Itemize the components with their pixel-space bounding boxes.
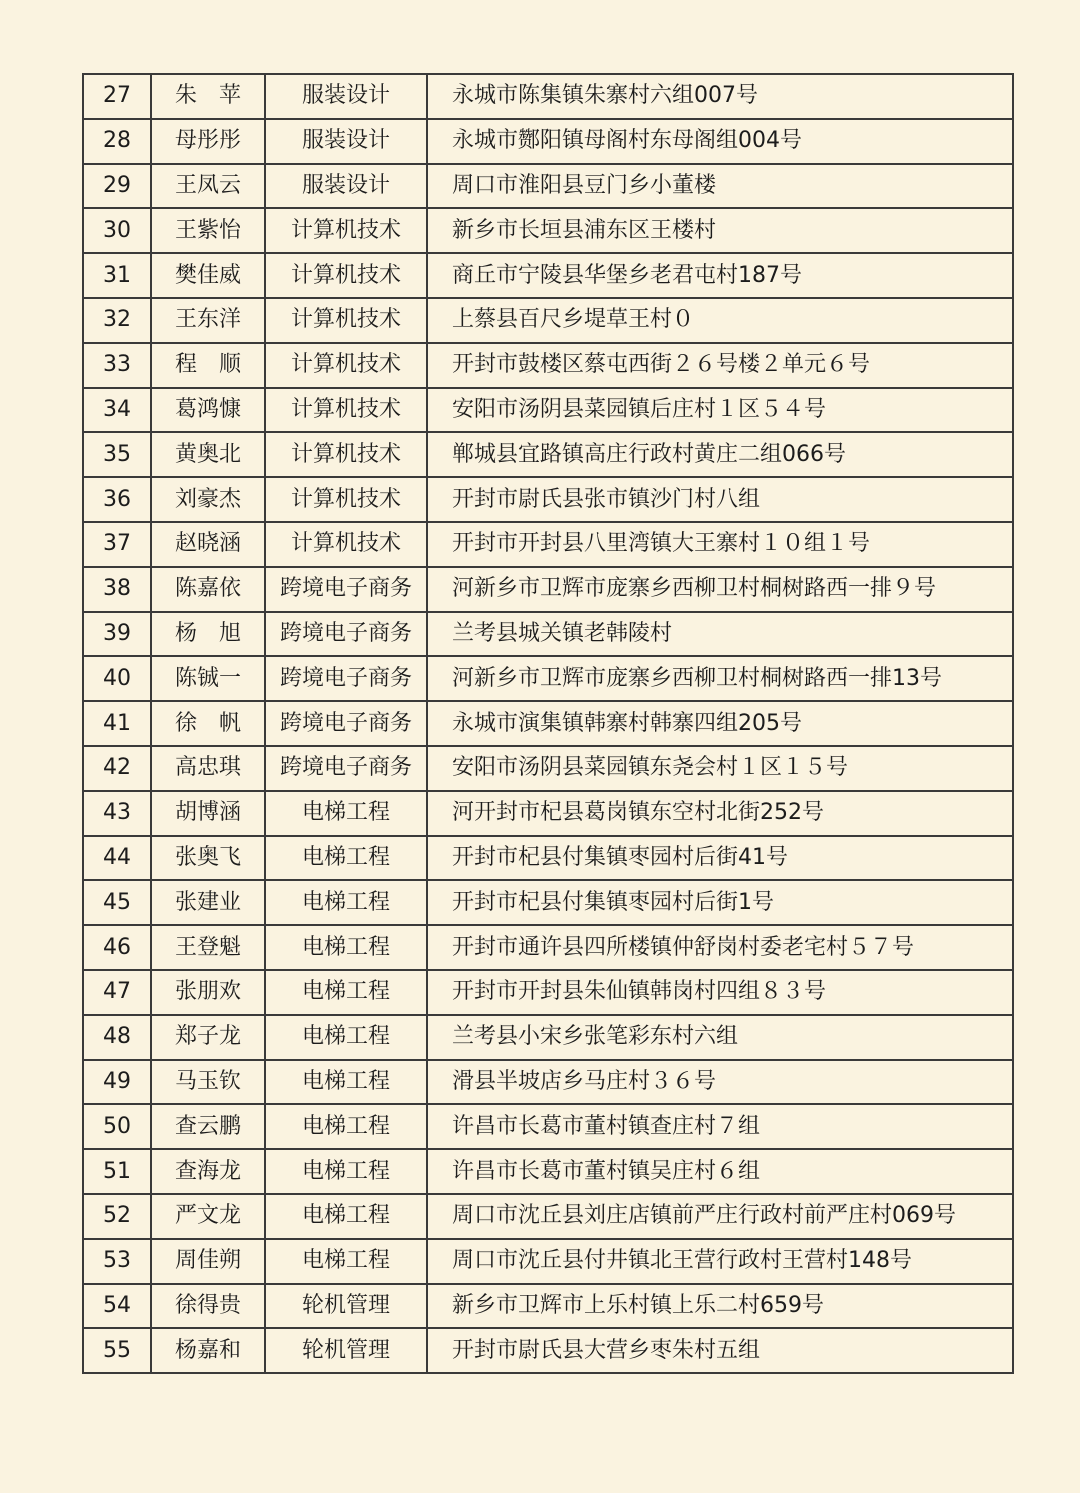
- home-address-cell: 开封市尉氏县张市镇沙门村八组: [427, 477, 1013, 522]
- student-name-cell: 张朋欢: [151, 970, 265, 1015]
- major-cell: 轮机管理: [265, 1328, 427, 1373]
- table-row: [83, 1104, 1013, 1149]
- table-row: [83, 836, 1013, 881]
- major-cell: 电梯工程: [265, 1194, 427, 1239]
- roster-body: [83, 74, 1013, 1373]
- student-name-cell: 胡博涵: [151, 791, 265, 836]
- row-number-cell: 32: [83, 298, 151, 343]
- table-row: [83, 1284, 1013, 1329]
- home-address-cell: 郸城县宜路镇高庄行政村黄庄二组066号: [427, 432, 1013, 477]
- student-name-cell: 杨嘉和: [151, 1328, 265, 1373]
- row-number-cell: 35: [83, 432, 151, 477]
- table-row: [83, 119, 1013, 164]
- row-number-cell: 42: [83, 746, 151, 791]
- major-cell: 计算机技术: [265, 343, 427, 388]
- major-cell: 跨境电子商务: [265, 567, 427, 612]
- home-address-cell: 河新乡市卫辉市庞寨乡西柳卫村桐树路西一排13号: [427, 656, 1013, 701]
- table-row: [83, 477, 1013, 522]
- row-number-cell: 51: [83, 1149, 151, 1194]
- row-number-cell: 43: [83, 791, 151, 836]
- home-address-cell: 许昌市长葛市董村镇吴庄村６组: [427, 1149, 1013, 1194]
- table-row: [83, 298, 1013, 343]
- home-address-cell: 兰考县小宋乡张笔彩东村六组: [427, 1015, 1013, 1060]
- home-address-cell: 开封市杞县付集镇枣园村后街1号: [427, 880, 1013, 925]
- student-name-cell: 周佳朔: [151, 1239, 265, 1284]
- row-number-cell: 34: [83, 388, 151, 433]
- table-row: [83, 880, 1013, 925]
- major-cell: 计算机技术: [265, 208, 427, 253]
- major-cell: 计算机技术: [265, 522, 427, 567]
- row-number-cell: 31: [83, 253, 151, 298]
- row-number-cell: 49: [83, 1060, 151, 1105]
- major-cell: 电梯工程: [265, 1104, 427, 1149]
- home-address-cell: 周口市沈丘县刘庄店镇前严庄行政村前严庄村069号: [427, 1194, 1013, 1239]
- table-row: [83, 567, 1013, 612]
- student-name-cell: 刘豪杰: [151, 477, 265, 522]
- table-row: [83, 970, 1013, 1015]
- student-name-cell: 赵晓涵: [151, 522, 265, 567]
- table-row: [83, 164, 1013, 209]
- major-cell: 电梯工程: [265, 836, 427, 881]
- table-row: [83, 343, 1013, 388]
- row-number-cell: 54: [83, 1284, 151, 1329]
- table-row: [83, 1149, 1013, 1194]
- student-name-cell: 徐 帆: [151, 701, 265, 746]
- student-name-cell: 母彤彤: [151, 119, 265, 164]
- student-name-cell: 樊佳威: [151, 253, 265, 298]
- table-row: [83, 208, 1013, 253]
- home-address-cell: 开封市尉氏县大营乡枣朱村五组: [427, 1328, 1013, 1373]
- student-name-cell: 严文龙: [151, 1194, 265, 1239]
- table-row: [83, 925, 1013, 970]
- row-number-cell: 39: [83, 612, 151, 657]
- home-address-cell: 开封市开封县朱仙镇韩岗村四组８３号: [427, 970, 1013, 1015]
- student-name-cell: 王紫怡: [151, 208, 265, 253]
- home-address-cell: 滑县半坡店乡马庄村３６号: [427, 1060, 1013, 1105]
- major-cell: 电梯工程: [265, 1060, 427, 1105]
- row-number-cell: 46: [83, 925, 151, 970]
- student-name-cell: 张奥飞: [151, 836, 265, 881]
- major-cell: 电梯工程: [265, 880, 427, 925]
- home-address-cell: 永城市演集镇韩寨村韩寨四组205号: [427, 701, 1013, 746]
- home-address-cell: 新乡市卫辉市上乐村镇上乐二村659号: [427, 1284, 1013, 1329]
- student-name-cell: 黄奥北: [151, 432, 265, 477]
- home-address-cell: 开封市通许县四所楼镇仲舒岗村委老宅村５７号: [427, 925, 1013, 970]
- home-address-cell: 安阳市汤阴县菜园镇东尧会村１区１５号: [427, 746, 1013, 791]
- major-cell: 电梯工程: [265, 1149, 427, 1194]
- row-number-cell: 50: [83, 1104, 151, 1149]
- home-address-cell: 周口市淮阳县豆门乡小董楼: [427, 164, 1013, 209]
- row-number-cell: 40: [83, 656, 151, 701]
- home-address-cell: 河新乡市卫辉市庞寨乡西柳卫村桐树路西一排９号: [427, 567, 1013, 612]
- row-number-cell: 28: [83, 119, 151, 164]
- home-address-cell: 河开封市杞县葛岗镇东空村北街252号: [427, 791, 1013, 836]
- table-row: [83, 253, 1013, 298]
- major-cell: 电梯工程: [265, 1015, 427, 1060]
- student-name-cell: 高忠琪: [151, 746, 265, 791]
- home-address-cell: 兰考县城关镇老韩陵村: [427, 612, 1013, 657]
- major-cell: 电梯工程: [265, 791, 427, 836]
- row-number-cell: 45: [83, 880, 151, 925]
- row-number-cell: 29: [83, 164, 151, 209]
- home-address-cell: 开封市鼓楼区蔡屯西街２６号楼２单元６号: [427, 343, 1013, 388]
- home-address-cell: 永城市陈集镇朱寨村六组007号: [427, 74, 1013, 119]
- major-cell: 服装设计: [265, 74, 427, 119]
- student-name-cell: 葛鸿慷: [151, 388, 265, 433]
- major-cell: 轮机管理: [265, 1284, 427, 1329]
- table-row: [83, 1239, 1013, 1284]
- row-number-cell: 38: [83, 567, 151, 612]
- table-row: [83, 1328, 1013, 1373]
- table-row: [83, 1015, 1013, 1060]
- student-name-cell: 王登魁: [151, 925, 265, 970]
- student-name-cell: 陈铖一: [151, 656, 265, 701]
- row-number-cell: 48: [83, 1015, 151, 1060]
- row-number-cell: 52: [83, 1194, 151, 1239]
- table-row: [83, 1060, 1013, 1105]
- major-cell: 计算机技术: [265, 388, 427, 433]
- home-address-cell: 商丘市宁陵县华堡乡老君屯村187号: [427, 253, 1013, 298]
- row-number-cell: 37: [83, 522, 151, 567]
- row-number-cell: 47: [83, 970, 151, 1015]
- row-number-cell: 55: [83, 1328, 151, 1373]
- student-name-cell: 查海龙: [151, 1149, 265, 1194]
- major-cell: 计算机技术: [265, 432, 427, 477]
- student-name-cell: 杨 旭: [151, 612, 265, 657]
- row-number-cell: 33: [83, 343, 151, 388]
- home-address-cell: 许昌市长葛市董村镇查庄村７组: [427, 1104, 1013, 1149]
- home-address-cell: 新乡市长垣县浦东区王楼村: [427, 208, 1013, 253]
- major-cell: 计算机技术: [265, 477, 427, 522]
- row-number-cell: 41: [83, 701, 151, 746]
- student-name-cell: 郑子龙: [151, 1015, 265, 1060]
- major-cell: 跨境电子商务: [265, 746, 427, 791]
- row-number-cell: 53: [83, 1239, 151, 1284]
- home-address-cell: 周口市沈丘县付井镇北王营行政村王营村148号: [427, 1239, 1013, 1284]
- student-name-cell: 马玉钦: [151, 1060, 265, 1105]
- table-row: [83, 791, 1013, 836]
- home-address-cell: 开封市开封县八里湾镇大王寨村１０组１号: [427, 522, 1013, 567]
- student-name-cell: 程 顺: [151, 343, 265, 388]
- row-number-cell: 27: [83, 74, 151, 119]
- student-name-cell: 朱 苹: [151, 74, 265, 119]
- table-row: [83, 522, 1013, 567]
- student-name-cell: 徐得贵: [151, 1284, 265, 1329]
- major-cell: 电梯工程: [265, 970, 427, 1015]
- major-cell: 电梯工程: [265, 1239, 427, 1284]
- table-row: [83, 656, 1013, 701]
- table-row: [83, 612, 1013, 657]
- table-row: [83, 701, 1013, 746]
- row-number-cell: 36: [83, 477, 151, 522]
- major-cell: 计算机技术: [265, 298, 427, 343]
- home-address-cell: 安阳市汤阴县菜园镇后庄村１区５４号: [427, 388, 1013, 433]
- student-name-cell: 王东洋: [151, 298, 265, 343]
- major-cell: 跨境电子商务: [265, 656, 427, 701]
- major-cell: 服装设计: [265, 119, 427, 164]
- home-address-cell: 开封市杞县付集镇枣园村后街41号: [427, 836, 1013, 881]
- student-name-cell: 张建业: [151, 880, 265, 925]
- major-cell: 跨境电子商务: [265, 612, 427, 657]
- major-cell: 服装设计: [265, 164, 427, 209]
- table-row: [83, 388, 1013, 433]
- major-cell: 计算机技术: [265, 253, 427, 298]
- row-number-cell: 30: [83, 208, 151, 253]
- roster-table: [82, 73, 1014, 1374]
- major-cell: 跨境电子商务: [265, 701, 427, 746]
- home-address-cell: 永城市酂阳镇母阁村东母阁组004号: [427, 119, 1013, 164]
- table-row: [83, 746, 1013, 791]
- student-name-cell: 陈嘉依: [151, 567, 265, 612]
- student-name-cell: 王凤云: [151, 164, 265, 209]
- table-row: [83, 74, 1013, 119]
- student-name-cell: 查云鹏: [151, 1104, 265, 1149]
- home-address-cell: 上蔡县百尺乡堤草王村０: [427, 298, 1013, 343]
- row-number-cell: 44: [83, 836, 151, 881]
- table-row: [83, 432, 1013, 477]
- table-row: [83, 1194, 1013, 1239]
- major-cell: 电梯工程: [265, 925, 427, 970]
